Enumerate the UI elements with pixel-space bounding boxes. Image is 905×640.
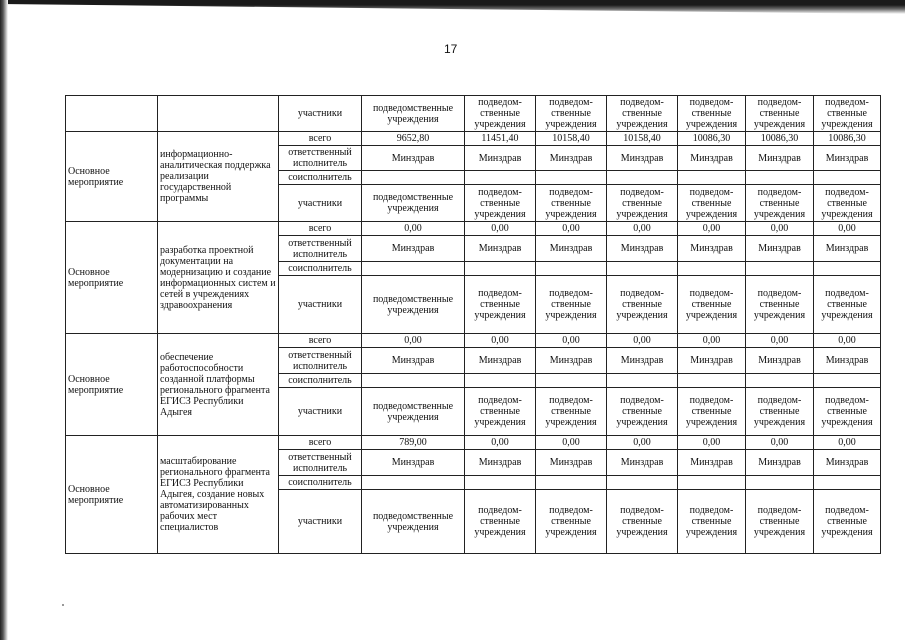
empty-cell [66, 96, 158, 132]
participant-cell: подведом-ственные учреждения [678, 388, 746, 436]
empty-cell [607, 262, 678, 276]
scan-edge-left [0, 0, 8, 640]
measure-type: Основное мероприятие [66, 132, 158, 222]
responsible-value: Минздрав [678, 146, 746, 171]
empty-cell [362, 476, 465, 490]
empty-cell [465, 171, 536, 185]
empty-cell [362, 262, 465, 276]
total-value: 0,00 [814, 222, 881, 236]
coexecutor-label: соисполнитель [279, 262, 362, 276]
empty-cell [465, 262, 536, 276]
table-row-header [66, 96, 881, 132]
coexecutor-label: соисполнитель [279, 171, 362, 185]
empty-cell [536, 374, 607, 388]
participant-cell: подведом-ственные учреждения [678, 490, 746, 554]
table-row-total [66, 436, 881, 450]
responsible-value: Минздрав [607, 236, 678, 262]
responsible-value: Минздрав [465, 348, 536, 374]
empty-cell [465, 374, 536, 388]
participant-cell: подведом-ственные учреждения [465, 490, 536, 554]
empty-cell [814, 374, 881, 388]
responsible-value: Минздрав [814, 236, 881, 262]
responsible-value: Минздрав [362, 450, 465, 476]
total-value: 0,00 [746, 222, 814, 236]
total-label: всего [279, 222, 362, 236]
empty-cell [814, 171, 881, 185]
responsible-value: Минздрав [362, 146, 465, 171]
responsible-value: Минздрав [746, 146, 814, 171]
empty-cell [678, 476, 746, 490]
responsible-value: Минздрав [536, 236, 607, 262]
total-label: всего [279, 436, 362, 450]
table-body [66, 96, 881, 554]
participant-cell: подведом-ственные учреждения [536, 96, 607, 132]
participant-cell: подведом-ственные учреждения [465, 185, 536, 222]
participant-cell: подведом-ственные учреждения [536, 490, 607, 554]
participant-cell: подведом-ственные учреждения [814, 276, 881, 334]
empty-cell [158, 96, 279, 132]
participant-cell: подведом-ственные учреждения [678, 185, 746, 222]
total-value: 0,00 [607, 334, 678, 348]
participant-cell: подведом-ственные учреждения [814, 185, 881, 222]
empty-cell [814, 476, 881, 490]
total-value: 0,00 [678, 222, 746, 236]
measure-name: масштабирование регионального фрагмента ЕГИСЗ Республики Адыгея, создание новых автоматизированных рабочих мест специалистов [158, 436, 279, 554]
total-value: 0,00 [362, 334, 465, 348]
scan-dot [62, 604, 64, 606]
total-value: 789,00 [362, 436, 465, 450]
responsible-value: Минздрав [814, 348, 881, 374]
empty-cell [814, 262, 881, 276]
participant-cell: подведом-ственные учреждения [814, 96, 881, 132]
total-value: 0,00 [746, 436, 814, 450]
participant-cell: подведом-ственные учреждения [746, 96, 814, 132]
measure-type: Основное мероприятие [66, 334, 158, 436]
total-value: 0,00 [362, 222, 465, 236]
participant-cell: подведом-ственные учреждения [536, 276, 607, 334]
total-value: 0,00 [607, 222, 678, 236]
coexecutor-label: соисполнитель [279, 476, 362, 490]
program-measures-table [65, 95, 881, 554]
empty-cell [678, 374, 746, 388]
responsible-value: Минздрав [607, 450, 678, 476]
participant-cell: подведом-ственные учреждения [607, 490, 678, 554]
participant-cell: подведомственные учреждения [362, 276, 465, 334]
empty-cell [746, 374, 814, 388]
empty-cell [746, 171, 814, 185]
empty-cell [678, 262, 746, 276]
participant-cell: подведом-ственные учреждения [536, 388, 607, 436]
total-value: 0,00 [536, 222, 607, 236]
responsible-value: Минздрав [536, 450, 607, 476]
total-value: 9652,80 [362, 132, 465, 146]
responsible-value: Минздрав [607, 348, 678, 374]
participant-cell: подведом-ственные учреждения [746, 276, 814, 334]
responsible-value: Минздрав [362, 348, 465, 374]
participant-cell: подведом-ственные учреждения [678, 96, 746, 132]
empty-cell [536, 262, 607, 276]
table-row-total [66, 334, 881, 348]
total-value: 0,00 [607, 436, 678, 450]
participants-label: участники [279, 490, 362, 554]
total-label: всего [279, 132, 362, 146]
participant-cell: подведом-ственные учреждения [607, 276, 678, 334]
participant-cell: подведом-ственные учреждения [746, 185, 814, 222]
participant-cell: подведом-ственные учреждения [607, 185, 678, 222]
participants-label: участники [279, 96, 362, 132]
total-value: 0,00 [746, 334, 814, 348]
total-value: 0,00 [465, 436, 536, 450]
total-label: всего [279, 334, 362, 348]
empty-cell [465, 476, 536, 490]
total-value: 0,00 [814, 334, 881, 348]
measure-name: разработка проектной документации на модернизацию и создание информационных систем и сетей в учреждениях здравоохранения [158, 222, 279, 334]
participant-cell: подведом-ственные учреждения [465, 96, 536, 132]
responsible-label: ответственный исполнитель [279, 146, 362, 171]
responsible-value: Минздрав [465, 146, 536, 171]
responsible-value: Минздрав [607, 146, 678, 171]
total-value: 0,00 [465, 222, 536, 236]
participant-cell: подведом-ственные учреждения [465, 276, 536, 334]
table-row-total [66, 222, 881, 236]
empty-cell [607, 171, 678, 185]
responsible-value: Минздрав [536, 348, 607, 374]
participants-label: участники [279, 276, 362, 334]
participant-cell: подведомственные учреждения [362, 490, 465, 554]
responsible-value: Минздрав [536, 146, 607, 171]
empty-cell [607, 476, 678, 490]
participants-label: участники [279, 185, 362, 222]
responsible-value: Минздрав [814, 450, 881, 476]
participant-cell: подведомственные учреждения [362, 96, 465, 132]
table-row-total [66, 132, 881, 146]
coexecutor-label: соисполнитель [279, 374, 362, 388]
responsible-value: Минздрав [678, 348, 746, 374]
participant-cell: подведом-ственные учреждения [536, 185, 607, 222]
scan-edge-top [0, 0, 905, 14]
empty-cell [678, 171, 746, 185]
participant-cell: подведом-ственные учреждения [678, 276, 746, 334]
total-value: 10086,30 [746, 132, 814, 146]
empty-cell [746, 262, 814, 276]
responsible-value: Минздрав [814, 146, 881, 171]
participant-cell: подведом-ственные учреждения [465, 388, 536, 436]
empty-cell [536, 476, 607, 490]
responsible-label: ответственный исполнитель [279, 450, 362, 476]
empty-cell [362, 374, 465, 388]
total-value: 0,00 [814, 436, 881, 450]
participant-cell: подведом-ственные учреждения [607, 96, 678, 132]
participant-cell: подведом-ственные учреждения [607, 388, 678, 436]
total-value: 10086,30 [814, 132, 881, 146]
page-number: 17 [444, 42, 458, 56]
responsible-value: Минздрав [362, 236, 465, 262]
empty-cell [362, 171, 465, 185]
measure-type: Основное мероприятие [66, 222, 158, 334]
total-value: 10086,30 [678, 132, 746, 146]
responsible-value: Минздрав [678, 450, 746, 476]
empty-cell [607, 374, 678, 388]
participant-cell: подведомственные учреждения [362, 388, 465, 436]
total-value: 0,00 [465, 334, 536, 348]
total-value: 10158,40 [607, 132, 678, 146]
responsible-value: Минздрав [746, 450, 814, 476]
total-value: 0,00 [678, 436, 746, 450]
measure-name: информационно-аналитическая поддержка реализации государственной программы [158, 132, 279, 222]
responsible-value: Минздрав [465, 450, 536, 476]
participant-cell: подведом-ственные учреждения [746, 388, 814, 436]
total-value: 11451,40 [465, 132, 536, 146]
participants-label: участники [279, 388, 362, 436]
responsible-value: Минздрав [746, 348, 814, 374]
participant-cell: подведом-ственные учреждения [746, 490, 814, 554]
total-value: 0,00 [536, 436, 607, 450]
responsible-label: ответственный исполнитель [279, 236, 362, 262]
measure-type: Основное мероприятие [66, 436, 158, 554]
responsible-value: Минздрав [746, 236, 814, 262]
empty-cell [746, 476, 814, 490]
total-value: 0,00 [678, 334, 746, 348]
responsible-value: Минздрав [465, 236, 536, 262]
participant-cell: подведом-ственные учреждения [814, 388, 881, 436]
participant-cell: подведомственные учреждения [362, 185, 465, 222]
total-value: 10158,40 [536, 132, 607, 146]
total-value: 0,00 [536, 334, 607, 348]
empty-cell [536, 171, 607, 185]
participant-cell: подведом-ственные учреждения [814, 490, 881, 554]
responsible-value: Минздрав [678, 236, 746, 262]
measure-name: обеспечение работоспособности созданной платформы регионального фрагмента ЕГИСЗ Республики Адыгея [158, 334, 279, 436]
responsible-label: ответственный исполнитель [279, 348, 362, 374]
